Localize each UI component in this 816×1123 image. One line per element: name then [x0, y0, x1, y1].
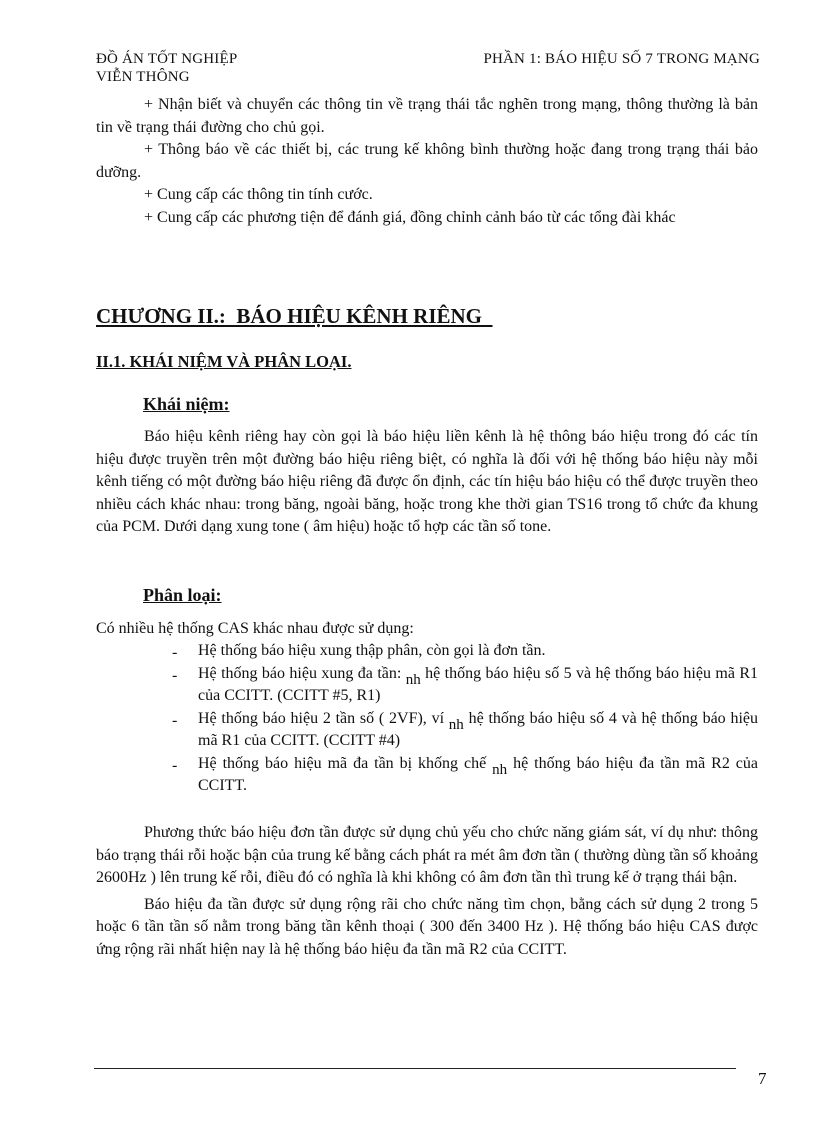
cas-systems-list: [96, 640, 758, 798]
classification-heading: Phân loại:: [143, 585, 222, 605]
intro-item: + Cung cấp các phương tiện để đánh giá, đồng chỉnh cảnh báo từ các tổng đài khác: [144, 208, 676, 226]
list-item-nh: nh: [405, 671, 421, 688]
dash-bullet: -: [172, 756, 178, 774]
section-title: II.1. KHÁI NIỆM VÀ PHÂN LOẠI.: [96, 352, 352, 371]
list-item-text-cont: hệ thống báo hiệu số 4 và hệ thống báo hiệu mã R1 của CCITT. (CCITT #4): [198, 709, 759, 749]
list-item-nh: nh: [492, 761, 508, 778]
list-item-text: Hệ thống báo hiệu xung đa tần:: [198, 664, 406, 682]
list-item: [96, 708, 758, 753]
chapter-title: CHƯƠNG II.: BÁO HIỆU KÊNH RIÊNG: [96, 304, 493, 328]
dash-bullet: -: [172, 711, 178, 729]
closing-paragraphs: [96, 822, 758, 961]
list-item-nh: nh: [448, 716, 464, 733]
concept-heading: Khái niệm:: [143, 394, 230, 414]
classification-intro: [96, 618, 758, 641]
classification-intro-text: Có nhiều hệ thống CAS khác nhau được sử dụng:: [96, 620, 414, 637]
concept-paragraph: Báo hiệu kênh riêng hay còn gọi là báo hiệu liền kênh là hệ thông báo hiệu trong đó các tín hiệu được truyền trên một đường báo hiệu riêng biệt, có nghĩa là đối với hệ thống báo hiệu này mỗi kênh tiếng có một đường báo hiệu riêng đã được ổn định, các tín hiệu báo hiệu có thể được truyền theo nhiều cách khác nhau: trong băng, ngoài băng, hoặc trong khe thời gian TS16 trong tổ chức đa khung của PCM. Dưới dạng xung tone ( âm hiệu) hoặc tổ hợp các tần số tone.: [96, 428, 758, 535]
intro-item: + Nhận biết và chuyển các thông tin về trạng thái tắc nghẽn trong mạng, thông thường là bản tin về trạng thái đường cho chủ gọi.: [96, 96, 758, 136]
list-item-text: Hệ thống báo hiệu mã đa tần bị khống chế: [198, 754, 493, 772]
list-item-text: Hệ thống báo hiệu xung thập phân, còn gọi là đơn tần.: [198, 642, 546, 659]
header-part-title: PHẦN 1: BÁO HIỆU SỐ 7 TRONG MẠNG: [483, 51, 760, 67]
list-item-text-cont: hệ thống báo hiệu số 5 và hệ thống báo hiệu mã R1 của CCITT. (CCITT #5, R1): [198, 664, 759, 704]
list-item-text-cont: hệ thống báo hiệu đa tần mã R2 của CCITT.: [198, 754, 759, 794]
list-item: [96, 640, 758, 663]
header-left: [96, 50, 237, 86]
paragraph: Phương thức báo hiệu đơn tần được sử dụng chủ yếu cho chức năng giám sát, ví dụ như: thông báo trạng thái rỗi hoặc bận của trung kế bằng cách phát ra mét âm đơn tần ( thường dùng tần số khoảng 2600Hz ) lên trung kế rỗi, điều đó có nghĩa là khi không có âm đơn tần thì trung kế ở trạng thái bận.: [96, 824, 758, 886]
list-item-text: Hệ thống báo hiệu 2 tần số ( 2VF), ví: [198, 709, 449, 727]
header-title: ĐỒ ÁN TỐT NGHIỆP: [96, 51, 238, 67]
list-item: [96, 753, 758, 798]
dash-bullet: -: [172, 644, 178, 661]
concept-body-block: [96, 426, 758, 539]
intro-items: [96, 94, 758, 229]
header-subtitle: VIỄN THÔNG: [96, 69, 190, 85]
intro-item: + Thông báo về các thiết bị, các trung kế không bình thường hoặc đang trong trạng thái bảo dưỡng.: [96, 141, 758, 181]
dash-bullet: -: [172, 666, 178, 684]
list-item: [96, 663, 758, 708]
page-number: 7: [758, 1069, 767, 1088]
intro-item: + Cung cấp các thông tin tính cước.: [144, 186, 373, 203]
paragraph: Báo hiệu đa tần được sử dụng rộng rãi cho chức năng tìm chọn, bằng cách sử dụng 2 trong 5 hoặc 6 tần tần số nằm trong băng tần kênh thoại ( 300 đến 3400 Hz ). Hệ thống báo hiệu CAS được ứng rộng rãi nhất hiện nay là hệ thống báo hiệu đa tần mã R2 của CCITT.: [96, 895, 758, 958]
footer-divider: [94, 1068, 736, 1069]
